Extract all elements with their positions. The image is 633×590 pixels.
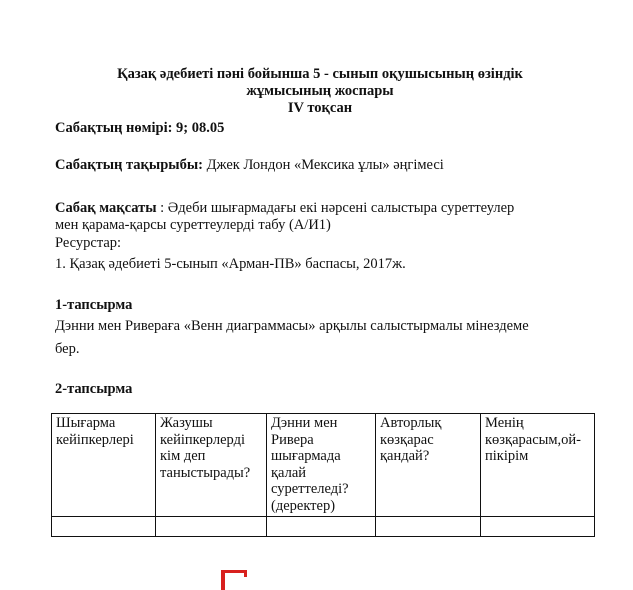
header-cell-description: Дэнни мен Ривера шығармада қалай суреттеледі? (деректер)	[267, 414, 376, 517]
title-line-2: жұмысының жоспары	[246, 83, 394, 99]
topic-text: Джек Лондон «Мексика ұлы» әңгімесі	[203, 157, 444, 173]
resource-item-1: 1. Қазақ әдебиеті 5-сынып «Арман-ПВ» баспасы, 2017ж.	[55, 256, 406, 272]
header-cell-my-opinion: Менің көзқарасым,ой- пікірім	[481, 414, 595, 517]
task2-heading: 2-тапсырма	[55, 381, 133, 397]
lesson-number: Сабақтың нөмірі: 9; 08.05	[55, 120, 225, 136]
quarter-label: IV тоқсан	[287, 100, 353, 116]
lesson-topic	[55, 157, 444, 174]
red-letter-fragment	[213, 560, 253, 590]
resources-label: Ресурстар:	[55, 235, 122, 251]
title-line-1: Қазақ әдебиеті пәні бойынша 5 - сынып оқушысының өзіндік	[117, 66, 523, 82]
document-title	[40, 66, 600, 117]
goal-label: Сабақ мақсаты	[55, 200, 157, 216]
header-cell-introduction: Жазушы кейіпкерлерді кім деп таныстырады?	[156, 414, 267, 517]
header-cell-characters: Шығарма кейіпкерлері	[52, 414, 156, 517]
table-cell	[267, 517, 376, 537]
lesson-goal-line-1	[55, 200, 514, 217]
table-header-row	[52, 414, 595, 517]
table-cell	[52, 517, 156, 537]
lesson-goal-line-2: мен қарама-қарсы суреттеулерді табу (А/И1)	[55, 217, 331, 233]
table-row	[52, 517, 595, 537]
header-cell-author-view: Авторлық көзқарас қандай?	[376, 414, 481, 517]
table-cell	[156, 517, 267, 537]
task2-table	[51, 413, 595, 537]
table-cell	[376, 517, 481, 537]
goal-text-1: : Әдеби шығармадағы екі нәрсені салыстыра суреттеулер	[156, 200, 515, 216]
task1-text-1: Дэнни мен Ривераға «Венн диаграммасы» арқылы салыстырмалы мінездеме	[55, 318, 529, 334]
table-cell	[481, 517, 595, 537]
topic-label: Сабақтың тақырыбы:	[55, 157, 204, 173]
task1-text-2: бер.	[55, 341, 80, 357]
task1-heading: 1-тапсырма	[55, 297, 133, 313]
red-mark-icon	[213, 560, 253, 590]
